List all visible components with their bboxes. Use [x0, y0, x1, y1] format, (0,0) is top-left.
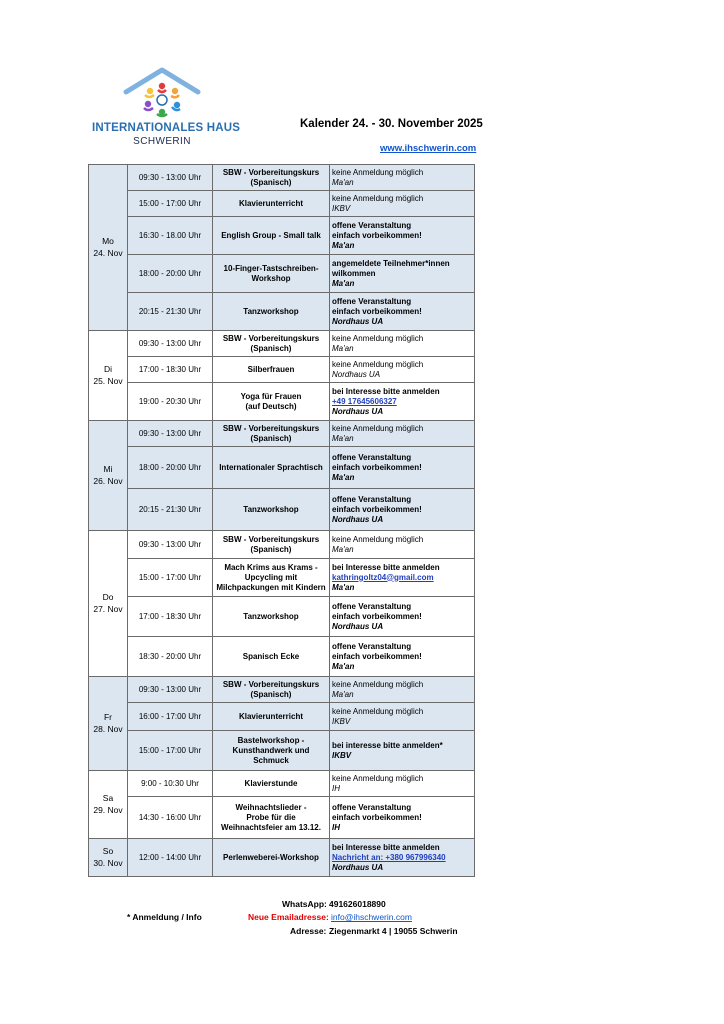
event-title	[213, 559, 330, 597]
page-title: Kalender 24. - 30. November 2025	[300, 118, 483, 130]
event-info-line: Ma'an	[332, 240, 355, 250]
day-name: Do	[102, 592, 114, 603]
event-title-line: Workshop	[251, 273, 291, 283]
event-time: 15:00 - 17:00 Uhr	[128, 191, 213, 217]
event-info-line: IKBV	[332, 716, 351, 726]
event-info-line: wilkommen	[332, 268, 376, 278]
event-title	[213, 839, 330, 877]
event-title	[213, 217, 330, 255]
event-row	[89, 383, 475, 421]
event-title	[213, 797, 330, 839]
calendar-table	[88, 164, 475, 877]
event-time: 09:30 - 13:00 Uhr	[128, 677, 213, 703]
event-info-line: Nordhaus UA	[332, 862, 384, 872]
event-title-line: Weihnachtslieder -	[235, 802, 307, 812]
event-info	[330, 731, 475, 771]
event-info-line: keine Anmeldung möglich	[332, 679, 424, 689]
day-cell	[89, 421, 128, 531]
event-info-line: offene Veranstaltung	[332, 641, 412, 651]
event-info-line: IH	[332, 783, 340, 793]
event-title-line: Internationaler Sprachtisch	[219, 462, 323, 472]
event-title	[213, 293, 330, 331]
event-row	[89, 677, 475, 703]
event-info	[330, 531, 475, 559]
address-label: Adresse:	[290, 926, 327, 936]
event-info-line: keine Anmeldung möglich	[332, 773, 424, 783]
event-info-line: einfach vorbeikommen!	[332, 504, 422, 514]
event-info-line: Nordhaus UA	[332, 316, 384, 326]
event-info-line: IH	[332, 822, 340, 832]
event-title-line: (Spanisch)	[250, 689, 292, 699]
day-cell	[89, 531, 128, 677]
day-date: 26. Nov	[93, 475, 123, 486]
event-time: 18:00 - 20:00 Uhr	[128, 447, 213, 489]
event-info-line: offene Veranstaltung	[332, 220, 412, 230]
event-row	[89, 421, 475, 447]
event-time: 19:00 - 20:30 Uhr	[128, 383, 213, 421]
event-title-line: SBW - Vorbereitungskurs	[222, 423, 320, 433]
contact-link[interactable]: +49 17645606327	[332, 396, 397, 406]
event-info	[330, 421, 475, 447]
event-info	[330, 677, 475, 703]
event-title-line: Weihnachtsfeier am 13.12.	[221, 822, 321, 832]
event-time: 15:00 - 17:00 Uhr	[128, 731, 213, 771]
event-info-line: keine Anmeldung möglich	[332, 333, 424, 343]
event-title-line: (Spanisch)	[250, 343, 292, 353]
event-info-line: Ma'an	[332, 278, 355, 288]
event-row	[89, 637, 475, 677]
event-info-line: bei interesse bitte anmelden*	[332, 740, 443, 750]
event-info	[330, 165, 475, 191]
event-info	[330, 447, 475, 489]
event-time: 14:30 - 16:00 Uhr	[128, 797, 213, 839]
event-time: 09:30 - 13:00 Uhr	[128, 331, 213, 357]
event-time: 09:30 - 13:00 Uhr	[128, 531, 213, 559]
event-info	[330, 597, 475, 637]
event-info-line: IKBV	[332, 750, 352, 760]
event-time: 09:30 - 13:00 Uhr	[128, 165, 213, 191]
event-title	[213, 489, 330, 531]
event-title-line: Klavierstunde	[244, 778, 298, 788]
day-cell	[89, 331, 128, 421]
contact-link[interactable]: Nachricht an: +380 967996340	[332, 852, 446, 862]
event-title-line: SBW - Vorbereitungskurs	[222, 167, 320, 177]
day-name: Sa	[102, 793, 114, 804]
day-cell	[89, 771, 128, 839]
day-cell	[89, 165, 128, 331]
event-info-line: Nordhaus UA	[332, 406, 384, 416]
event-row	[89, 597, 475, 637]
event-time: 17:00 - 18:30 Uhr	[128, 597, 213, 637]
day-date: 25. Nov	[93, 375, 123, 386]
event-time: 20:15 - 21:30 Uhr	[128, 489, 213, 531]
event-info-line: einfach vorbeikommen!	[332, 651, 422, 661]
event-time: 12:00 - 14:00 Uhr	[128, 839, 213, 877]
event-info-line: keine Anmeldung möglich	[332, 423, 424, 433]
event-row	[89, 217, 475, 255]
logo-subtitle: SCHWERIN	[133, 136, 191, 147]
day-name: Di	[103, 364, 113, 375]
event-title	[213, 637, 330, 677]
event-row	[89, 731, 475, 771]
event-title-line: Klavierunterricht	[238, 711, 304, 721]
event-title-line: Probe für die	[246, 812, 296, 822]
event-info-line: IKBV	[332, 203, 351, 213]
house-people-logo-icon	[120, 66, 204, 122]
event-title	[213, 421, 330, 447]
event-info-line: Nordhaus UA	[332, 621, 384, 631]
event-row	[89, 165, 475, 191]
event-row	[89, 191, 475, 217]
day-date: 28. Nov	[93, 723, 123, 734]
event-info	[330, 293, 475, 331]
event-info-line: offene Veranstaltung	[332, 802, 412, 812]
event-title-line: (Spanisch)	[250, 544, 292, 554]
event-title-line: Klavierunterricht	[238, 198, 304, 208]
day-date: 24. Nov	[93, 247, 123, 258]
day-date: 29. Nov	[93, 804, 123, 815]
event-title-line: (auf Deutsch)	[245, 401, 297, 411]
event-title-line: (Spanisch)	[250, 177, 292, 187]
whatsapp-label: WhatsApp:	[282, 899, 327, 909]
event-info-line: Ma'an	[332, 544, 354, 554]
event-info-line: Ma'an	[332, 689, 354, 699]
event-row	[89, 331, 475, 357]
event-row	[89, 531, 475, 559]
event-info-line: bei Interesse bitte anmelden	[332, 386, 440, 396]
contact-link[interactable]: kathringoltz04@gmail.com	[332, 572, 434, 582]
whatsapp-number: 491626018890	[329, 899, 386, 909]
event-info-line: keine Anmeldung möglich	[332, 167, 424, 177]
day-cell	[89, 839, 128, 877]
event-title	[213, 447, 330, 489]
event-row	[89, 447, 475, 489]
event-info	[330, 383, 475, 421]
event-title-line: Tanzworkshop	[243, 611, 299, 621]
event-info-line: Ma'an	[332, 661, 355, 671]
event-row	[89, 839, 475, 877]
event-info-line: einfach vorbeikommen!	[332, 306, 422, 316]
event-info-line: keine Anmeldung möglich	[332, 706, 424, 716]
event-title-line: 10-Finger-Tastschreiben-	[223, 263, 319, 273]
event-info	[330, 771, 475, 797]
day-name: Fr	[103, 712, 113, 723]
event-title-line: Silberfrauen	[247, 364, 295, 374]
event-title	[213, 357, 330, 383]
event-info-line: einfach vorbeikommen!	[332, 230, 422, 240]
website-link[interactable]: www.ihschwerin.com	[380, 143, 477, 154]
event-info-line: keine Anmeldung möglich	[332, 534, 424, 544]
event-row	[89, 255, 475, 293]
event-title	[213, 771, 330, 797]
event-info-line: offene Veranstaltung	[332, 452, 412, 462]
event-title-line: Schmuck	[253, 755, 289, 765]
event-row	[89, 489, 475, 531]
event-info-line: offene Veranstaltung	[332, 494, 412, 504]
event-title-line: Mach Krims aus Krams -	[224, 562, 318, 572]
event-info-line: keine Anmeldung möglich	[332, 193, 424, 203]
event-info-line: Nordhaus UA	[332, 514, 384, 524]
day-date: 30. Nov	[93, 857, 123, 868]
event-time: 17:00 - 18:30 Uhr	[128, 357, 213, 383]
day-name: Mi	[103, 464, 113, 475]
event-time: 16:00 - 17:00 Uhr	[128, 703, 213, 731]
event-info	[330, 559, 475, 597]
event-info-line: offene Veranstaltung	[332, 601, 412, 611]
day-cell	[89, 677, 128, 771]
event-title-line: Tanzworkshop	[243, 306, 299, 316]
event-info	[330, 357, 475, 383]
event-info-line: bei Interesse bitte anmelden	[332, 842, 440, 852]
event-info-line: bei Interesse bitte anmelden	[332, 562, 440, 572]
event-title-line: SBW - Vorbereitungskurs	[222, 333, 320, 343]
event-title	[213, 531, 330, 559]
event-title	[213, 255, 330, 293]
event-time: 20:15 - 21:30 Uhr	[128, 293, 213, 331]
event-info	[330, 331, 475, 357]
event-time: 18:00 - 20:00 Uhr	[128, 255, 213, 293]
event-info	[330, 839, 475, 877]
event-title-line: Upcycling mit	[244, 572, 298, 582]
event-title-line: English Group - Small talk	[221, 230, 321, 240]
event-title-line: (Spanisch)	[250, 433, 292, 443]
event-info-line: Ma'an	[332, 343, 354, 353]
event-info	[330, 255, 475, 293]
event-title-line: Bastelworkshop -	[237, 735, 305, 745]
day-date: 27. Nov	[93, 603, 123, 614]
logo	[92, 66, 241, 152]
event-title-line: Tanzworkshop	[243, 504, 299, 514]
event-info-line: Nordhaus UA	[332, 369, 381, 379]
event-title	[213, 191, 330, 217]
event-time: 09:30 - 13:00 Uhr	[128, 421, 213, 447]
event-row	[89, 357, 475, 383]
event-row	[89, 771, 475, 797]
logo-title: INTERNATIONALES HAUS	[92, 122, 241, 134]
event-row	[89, 797, 475, 839]
event-time: 18:30 - 20:00 Uhr	[128, 637, 213, 677]
event-info-line: Ma'an	[332, 472, 355, 482]
event-title	[213, 165, 330, 191]
event-title-line: Perlenweberei-Workshop	[223, 852, 319, 862]
event-info-line: einfach vorbeikommen!	[332, 611, 422, 621]
event-row	[89, 703, 475, 731]
event-title-line: Spanisch Ecke	[242, 651, 300, 661]
event-info-line: Ma'an	[332, 177, 354, 187]
anmeldung-note: * Anmeldung / Info	[127, 912, 202, 922]
event-title-line: Kunsthandwerk und	[232, 745, 310, 755]
day-name: So	[102, 846, 114, 857]
event-info	[330, 797, 475, 839]
event-title	[213, 597, 330, 637]
event-time: 16:30 - 18.00 Uhr	[128, 217, 213, 255]
event-info	[330, 217, 475, 255]
event-info-line: angemeldete Teilnehmer*innen	[332, 258, 450, 268]
event-title	[213, 677, 330, 703]
email-label: Neue Emailadresse:	[248, 912, 329, 922]
event-title	[213, 703, 330, 731]
event-title-line: Yoga für Frauen	[240, 391, 302, 401]
event-info-line: keine Anmeldung möglich	[332, 359, 424, 369]
event-time: 9:00 - 10:30 Uhr	[128, 771, 213, 797]
event-title	[213, 383, 330, 421]
event-info-line: Ma'an	[332, 582, 355, 592]
event-info	[330, 703, 475, 731]
event-title	[213, 731, 330, 771]
event-title-line: Milchpackungen mit Kindern	[216, 582, 326, 592]
event-info	[330, 489, 475, 531]
event-info-line: einfach vorbeikommen!	[332, 462, 422, 472]
email-link[interactable]: info@ihschwerin.com	[331, 912, 412, 922]
event-info-line: Ma'an	[332, 433, 354, 443]
event-info	[330, 637, 475, 677]
event-title-line: SBW - Vorbereitungskurs	[222, 534, 320, 544]
day-name: Mo	[102, 236, 114, 247]
event-info	[330, 191, 475, 217]
event-info-line: offene Veranstaltung	[332, 296, 412, 306]
event-time: 15:00 - 17:00 Uhr	[128, 559, 213, 597]
event-title	[213, 331, 330, 357]
event-row	[89, 293, 475, 331]
event-info-line: einfach vorbeikommen!	[332, 812, 422, 822]
address-value: Ziegenmarkt 4 | 19055 Schwerin	[329, 926, 458, 936]
event-title-line: SBW - Vorbereitungskurs	[222, 679, 320, 689]
event-row	[89, 559, 475, 597]
